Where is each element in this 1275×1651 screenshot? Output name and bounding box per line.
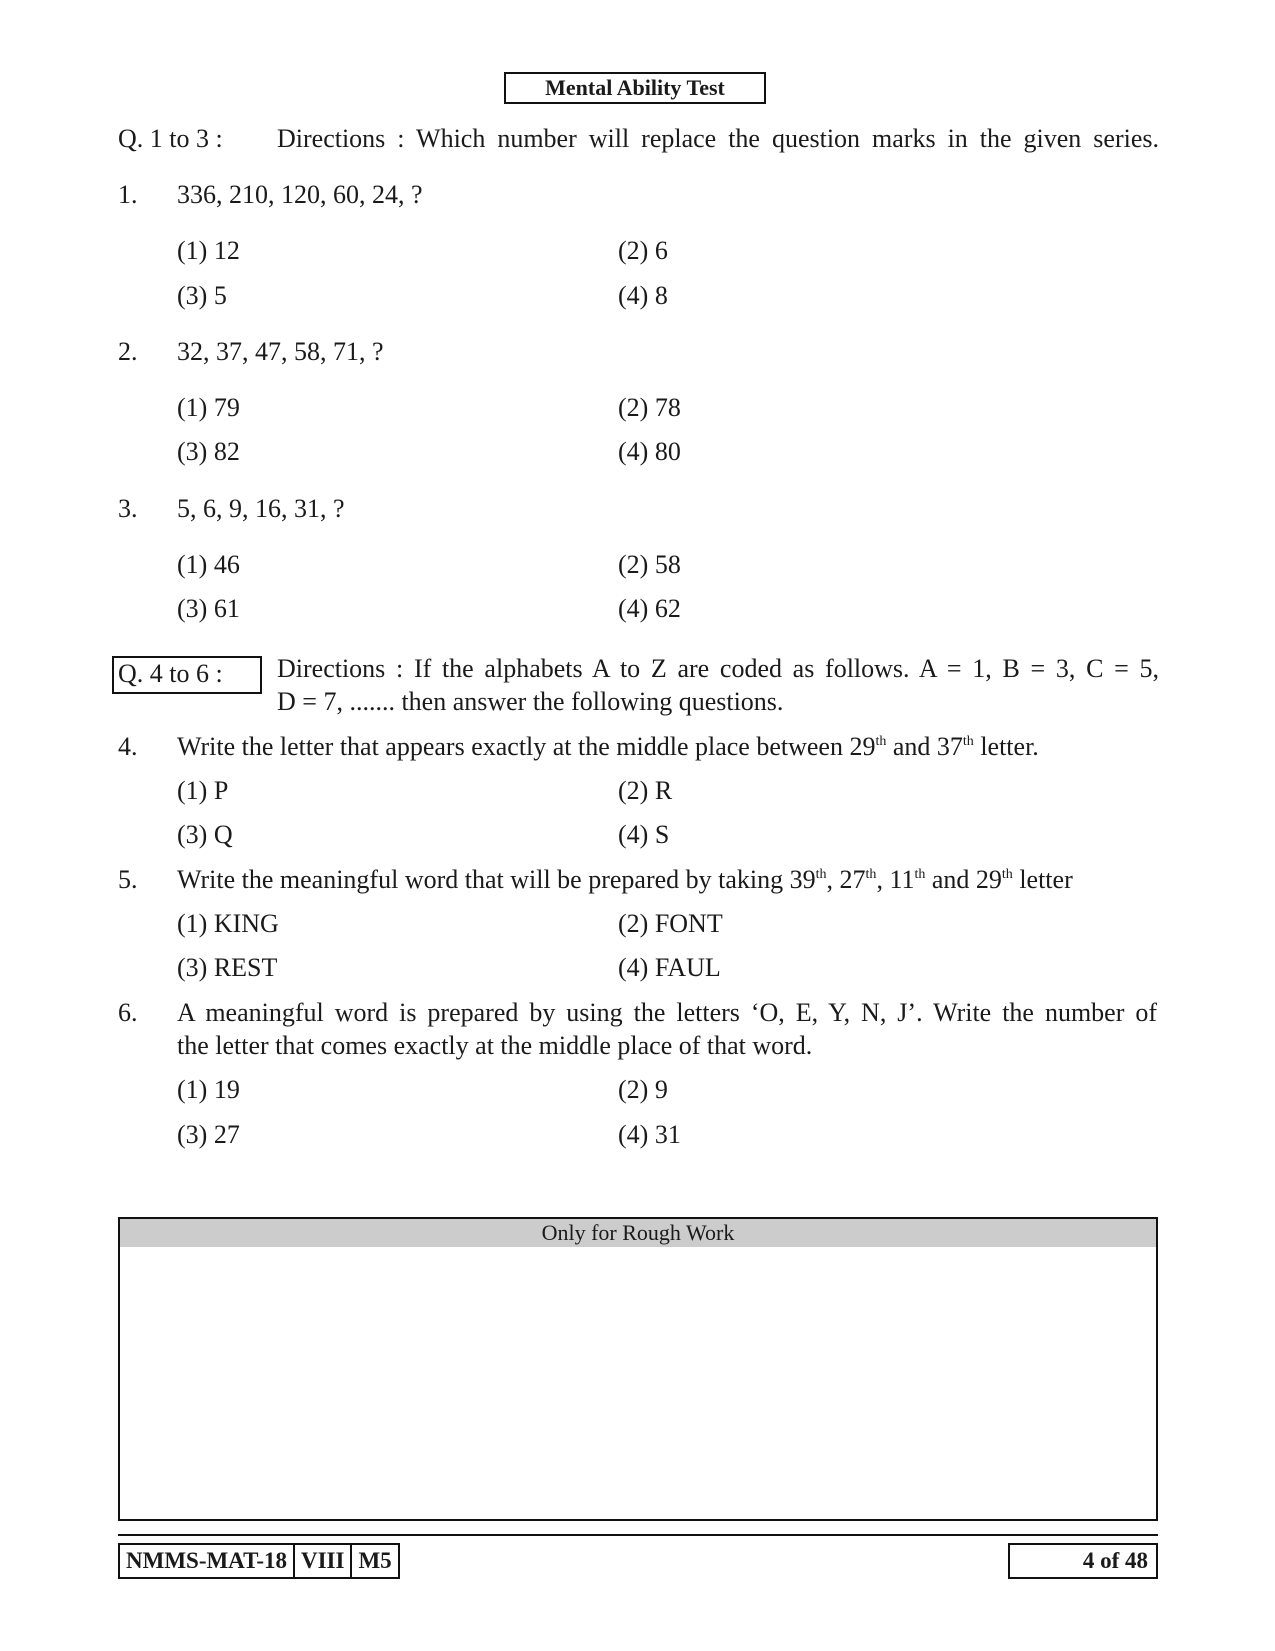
q1-option-3: (3) 5 xyxy=(177,281,227,310)
q5-sup-c: th xyxy=(914,867,926,882)
q2-option-1: (1) 79 xyxy=(177,393,240,422)
q5-option-2: (2) FONT xyxy=(618,909,723,938)
page-title: Mental Ability Test xyxy=(504,72,766,104)
q4-text-c: letter. xyxy=(973,732,1039,761)
q5-text-d: and 29 xyxy=(925,865,1002,894)
q5-text-e: letter xyxy=(1012,865,1073,894)
rough-work-box xyxy=(118,1217,1158,1521)
footer-page-number: 4 of 48 xyxy=(1008,1543,1158,1579)
question-number-3: 3. xyxy=(118,494,138,523)
q3-option-3: (3) 61 xyxy=(177,594,240,623)
q6-option-1: (1) 19 xyxy=(177,1075,240,1104)
footer-code-box xyxy=(118,1543,400,1579)
q6-option-4: (4) 31 xyxy=(618,1120,681,1149)
q5-sup-b: th xyxy=(865,867,877,882)
q6-option-2: (2) 9 xyxy=(618,1075,668,1104)
q5-option-1: (1) KING xyxy=(177,909,279,938)
rough-work-label: Only for Rough Work xyxy=(120,1219,1156,1247)
q4-text-b: and 37 xyxy=(886,732,963,761)
q1-option-4: (4) 8 xyxy=(618,281,668,310)
q2-option-4: (4) 80 xyxy=(618,437,681,466)
footer-class: VIII xyxy=(293,1545,350,1577)
question-text-5 xyxy=(177,865,1073,895)
q1-option-1: (1) 12 xyxy=(177,236,240,265)
question-text-1: 336, 210, 120, 60, 24, ? xyxy=(177,180,423,209)
q4-text-a: Write the letter that appears exactly at the middle place between 29 xyxy=(177,732,876,761)
q4-sup-a: th xyxy=(875,734,887,749)
question-text-6-line1: A meaningful word is prepared by using the letters ‘O, E, Y, N, J’. Write the number of xyxy=(177,998,1157,1027)
q5-text-a: Write the meaningful word that will be prepared by taking 39 xyxy=(177,865,816,894)
question-text-2: 32, 37, 47, 58, 71, ? xyxy=(177,337,384,366)
q3-option-4: (4) 62 xyxy=(618,594,681,623)
question-text-6-line2: the letter that comes exactly at the middle place of that word. xyxy=(177,1031,813,1060)
section-directions-1: Directions : Which number will replace the question marks in the given series. xyxy=(277,124,1159,153)
q5-sup-a: th xyxy=(815,867,827,882)
question-number-6: 6. xyxy=(118,998,138,1027)
q4-option-3: (3) Q xyxy=(177,820,233,849)
q2-option-3: (3) 82 xyxy=(177,437,240,466)
footer-code: NMMS-MAT-18 xyxy=(126,1548,287,1573)
section-directions-2-line2: D = 7, ....... then answer the following questions. xyxy=(277,687,784,716)
question-text-3: 5, 6, 9, 16, 31, ? xyxy=(177,494,345,523)
q6-option-3: (3) 27 xyxy=(177,1120,240,1149)
q3-option-2: (2) 58 xyxy=(618,550,681,579)
q5-text-c: , 11 xyxy=(876,865,915,894)
q4-option-2: (2) R xyxy=(618,776,673,805)
q5-sup-d: th xyxy=(1001,867,1013,882)
question-number-5: 5. xyxy=(118,865,138,894)
section-range-2: Q. 4 to 6 : xyxy=(112,656,262,694)
q4-option-1: (1) P xyxy=(177,776,229,805)
q5-option-3: (3) REST xyxy=(177,953,278,982)
section-directions-2-line1: Directions : If the alphabets A to Z are coded as follows. A = 1, B = 3, C = 5, xyxy=(277,654,1159,683)
footer-set: M5 xyxy=(350,1545,397,1577)
q1-option-2: (2) 6 xyxy=(618,236,668,265)
q3-option-1: (1) 46 xyxy=(177,550,240,579)
question-number-4: 4. xyxy=(118,732,138,761)
section-range-1: Q. 1 to 3 : xyxy=(118,124,223,153)
q5-text-b: , 27 xyxy=(826,865,866,894)
footer-divider xyxy=(118,1534,1158,1536)
question-text-4 xyxy=(177,732,1039,762)
question-number-2: 2. xyxy=(118,337,138,366)
q4-option-4: (4) S xyxy=(618,820,670,849)
question-number-1: 1. xyxy=(118,180,138,209)
q4-sup-b: th xyxy=(962,734,974,749)
q5-option-4: (4) FAUL xyxy=(618,953,721,982)
q2-option-2: (2) 78 xyxy=(618,393,681,422)
